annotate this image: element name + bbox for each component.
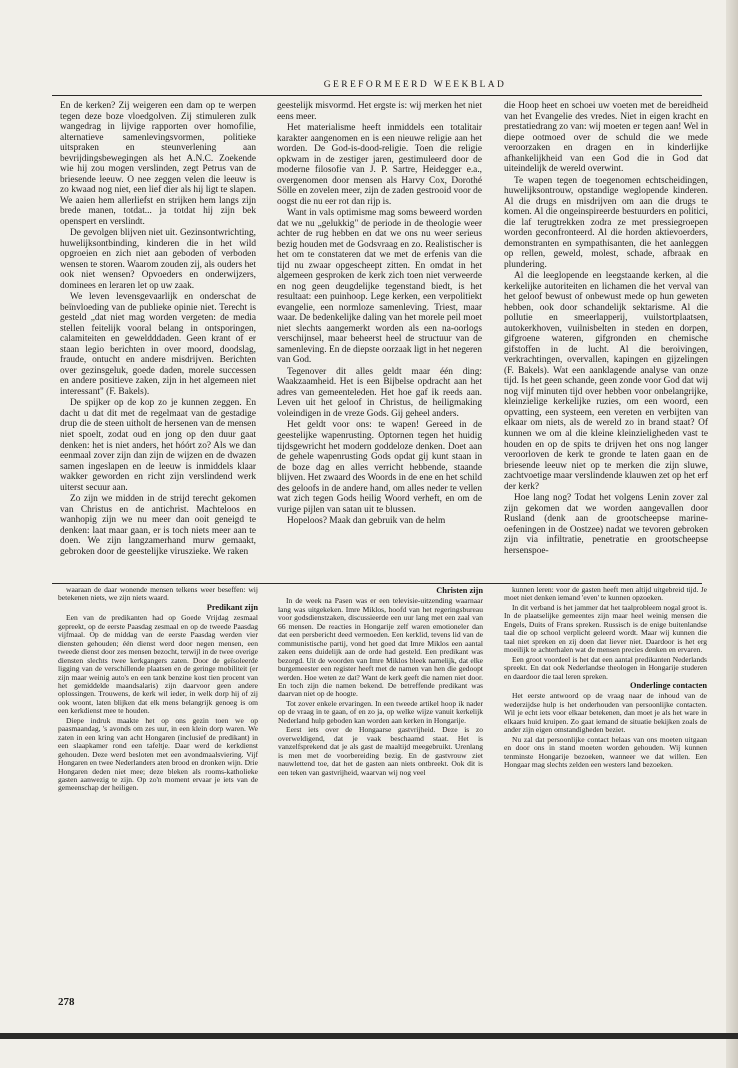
paragraph: Hoe lang nog? Todat het volgens Lenin zover zal zijn gekomen dat we worden aangevallen door Rusland (denk aan de grootscheepse marine-oefeningen in de Oostzee) nadat we tevoren gebroken zijn via infiltratie, penetratie en grootscheepse hersenspoe-	[504, 493, 708, 556]
lower-column-1	[58, 586, 258, 794]
paragraph: Want in vals optimisme mag soms beweerd worden dat we nu „gelukkig" de periode in de theologie weer achter de rug hebben en dat we ons nu weer serieus bezig houden met de Godsvraag en zo. Realistischer is het om te constateren dat we met de erfenis van die tijd nu zwaar opgescheept zitten. En omdat in het algemeen gesproken de kerk zich toen niet verweerde en nog geen deugdelijke tegenstand biedt, is het resultaat: een puinhoop. Lege kerken, een verpolitiekt evangelie, een normloze samenleving. Triest, maar waar. De bedenkelijke daling van het morele peil moet niet slechts aangemerkt worden als een na-oorlogs verschijnsel, maar beheerst heel de structuur van de samenleving. En de diepste oorzaak ligt in het negeren van God.	[277, 208, 482, 366]
paragraph: En de kerken? Zij weigeren een dam op te werpen tegen deze boze vloedgolven. Zij stimuleren zulk wangedrag in lijvige rapporten over homofilie, alternatieve samenlevingsvormen, politieke uitspraken en steunverlening aan bevrijdingsbewegingen als het A.N.C. Zoekende wie hij zou mogen verslinden, zegt Petrus van de briesende leeuw. O nee zeggen velen die leeuw is zo kwaad nog niet, een lief dier als hij ligt te slapen. We aaien hem allerliefst en strijken hem langs zijn brede manen, totdat... ja totdat hij zijn bek openspert en verslindt.	[60, 101, 256, 227]
paragraph: Een van de predikanten had op Goede Vrijdag zesmaal gepreekt, op de eerste Paasdag zesmaal en op de tweede Paasdag vijfmaal. Op de middag van de eerste Paasdag werden vier diensten gehouden; één dienst werd door negen mensen, een tweede dienst door zes mensen bezocht, terwijl in de twee overige diensten slechts twee kerkgangers zaten. Door de geïsoleerde ligging van de verschillende plaatsen en de geringe mobiliteit (er zijn maar weinig auto's en een tank benzine kost tien procent van het gemiddelde maandsalaris) zijn daarvoor geen andere oplossingen. Trouwens, de kerk wil ieder, in welk dorp hij of zij ook woont, laten blijken dat elk mens belangrijk genoeg is om een kerkdienst mee te houden.	[58, 613, 258, 716]
paragraph: In dit verband is het jammer dat het taalprobleem nogal groot is. In de plaatselijke gemeentes zijn maar heel weinig mensen die Engels, Duits of Frans spreken. Russisch is de enige buitenlandse taal die op school verplicht geleerd wordt. Maar wij kunnen die taal niet spreken en zij doen dat liever niet. Daardoor is het erg moeilijk te achterhalen wat de mensen precies denken en ervaren.	[504, 602, 707, 655]
binding-edge	[726, 0, 738, 1068]
paragraph: Het eerste antwoord op de vraag naar de inhoud van de wederzijdse hulp is het onderhouden van persoonlijke contacten. Wil je echt iets voor elkaar betekenen, dan moet je als het ware in elkaars huid kruipen. Zo gaat iemand de situatie bekijken zoals de ander zijn eigen omstandigheden beziet.	[504, 691, 707, 735]
paragraph: In de week na Pasen was er een televisie-uitzending waarnaar lang was uitgekeken. Imre Miklos, hoofd van het regeringsbureau voor godsdienstzaken, discussieerde een uur lang met een zaal van 66 mensen. De reacties in Hongarije zelf waren emotioneler dan dat een persbericht deed vermoeden. Een kerklid, tevens lid van de communistische partij, vond het goed dat Imre Miklos een aantal zaken eens duidelijk aan de orde had gesteld. Een predikant was bezorgd. Uit de woorden van Imre Miklos bleek namelijk, dat elke burgemeester een register heeft met de namen van hen die gedoopt werden. Hoe weten ze dat? Want de kerk geeft die namen niet door. En toch zijn die namen bekend. De betreffende predikant was daarvan niet op de hoogte.	[278, 596, 483, 699]
paragraph: Zo zijn we midden in de strijd terecht gekomen van Christus en de antichrist. Machteloos en wanhopig zijn we nu meer dan ooit geneigd te denken: laat maar gaan, er is toch niets meer aan te doen. We zijn langzamerhand murw gemaakt, gebroken door de geestelijke viruszieke. We raken	[60, 494, 256, 557]
paragraph: Eerst iets over de Hongaarse gastvrijheid. Deze is zo overweldigend, dat je vaak beschaamd staat. Het is vanzelfsprekend dat je als gast de maaltijd meegebruikt. Urenlang is men met de voorbereiding bezig. En de gastvrouw ziet nauwlettend toe, dat het de gasten aan niets ontbreekt. Ook dit is een teken van gastvrijheid, waarvan wij nog veel	[278, 725, 483, 777]
paragraph: Een groot voordeel is het dat een aantal predikanten Nederlands spreekt. En dat ook Nederlandse theologen in Hongarije studeren en daardoor die taal leren spreken.	[504, 654, 707, 681]
header-rule	[52, 95, 702, 96]
paragraph: Te wapen tegen de toegenomen echtscheidingen, huwelijksontrouw, opstandige weglopende kinderen. Al die drugs en misdrijven om aan die drugs te komen. Al die ongeinspireerde bestuurders en politici, die laf terugtrekken zodra ze met pressiegroepen worden geconfronteerd. Al die horden aktievoerders, demonstranten en sympathisanten, die het aanleggen op rellen, geweld, molest, schade, afbraak en plundering.	[504, 175, 708, 270]
paragraph: De spijker op de kop zo je kunnen zeggen. En dacht u dat dit met de regelmaat van de gestadige drup die de steen uitholt de hersenen van de mensen niet spoelt, zodat oud en jong op den duur gaat denken: het is niet anders, het hóórt zo? Als we dan eenmaal zover zijn dan zijn de wijzen en de dwazen samen ingeslapen en de leeuw is inmiddels klaar wakker geworden en richt zijn verslindend werk uiterst secuur aan.	[60, 398, 256, 493]
paragraph: Nu zal dat persoonlijke contact helaas van ons moeten uitgaan en door ons in stand moeten worden gehouden. Wij kunnen tenminste Hongarije bezoeken, wanneer we dat willen. Een Hongaar mag slechts zelden een westers land bezoeken.	[504, 734, 707, 770]
running-title: GEREFORMEERD WEEKBLAD	[323, 80, 507, 90]
scan-bottom-edge	[0, 1033, 738, 1039]
lower-column-3	[504, 586, 707, 771]
paragraph: Al die leeglopende en leegstaande kerken, al die kerkelijke autoriteiten en lichamen die het verval van het geloof bewust of onbewust mede op hun geweten hebben, ook door schandelijk sektarisme. Al die pollutie en smeerlapperij, vuilstortplaatsen, autokerkhoven, vuilnisbelten in steden en dorpen, gifgroene wateren, gifgronden en chemische gifstoffen in de lucht. Al die beroivingen, verkrachtingen, overvallen, kapingen en gijzelingen (F. Bakels). Wat een aanklagende analyse van onze tijd. Is het geen schande, geen zonde voor God dat wij nog vijf minuten tijd over hebben voor onbelangrijke, kleinzielige kerkelijke ruzies, om een woord, een opvatting, een systeem, een vereten en verbijten van elkaar om niets, als de wereld zo in brand staat? Of kunnen we om al die kleine kleinzieligheden vast te houden en op de spits te drijven het ons nog langer veroorloven de kerk te gronde te laten gaan en de briesende leeuw niet op te merken die zijn sluwe, zachtvoetige maar verslindende klauwen zet op het erf der kerk?	[504, 271, 708, 492]
subheading: Onderlinge contacten	[630, 680, 707, 690]
paragraph: die Hoop heet en schoei uw voeten met de bereidheid van het Evangelie des vredes. Niet in eigen kracht en prestatiedrang zo van: wij moeten er tegen aan! Wel in diepe ootmoed over de schuld die we mede veroorzaken en dragen en in kinderlijke afhankelijkheid van een God die in God dat uiteindelijk de wereld overwint.	[504, 101, 708, 175]
paragraph: geestelijk misvormd. Het ergste is: wij merken het niet eens meer.	[277, 101, 482, 122]
paragraph: De gevolgen blijven niet uit. Gezinsontwrichting, huwelijksontbinding, kinderen die in het wild opgroeien en zich niet aan geboden of verboden wensen te storen. Waarom zouden zij, als ouders het ook niet wensen? Opvoeders en onderwijzers, dominees en leraren let op uw zaak.	[60, 228, 256, 291]
paragraph: Tot zover enkele ervaringen. In een tweede artikel hoop ik nader op de vraag in te gaan, of en zo ja, op welke wijze vanuit kerkelijk Nederland hulp geboden kan worden aan kerken in Hongarije.	[278, 698, 483, 725]
lower-column-2	[278, 586, 483, 778]
main-column-2	[277, 101, 482, 528]
main-column-1	[60, 101, 256, 558]
page-number: 278	[58, 996, 75, 1008]
paragraph: waaraan de daar wonende mensen telkens weer beseffen: wij betekenen niets, we zijn niets waard.	[58, 585, 258, 603]
paragraph: Hopeloos? Maak dan gebruik van de helm	[287, 516, 446, 527]
paragraph: Het materialisme heeft inmiddels een totalitair karakter aangenomen en is een nieuwe religie aan het worden. De God-is-dood-religie. Toen die religie opkwam in de zestiger jaren, gestimuleerd door de moderne filosofie van J. P. Sartre, Heidegger e.a., overgenomen door mensen als Harvy Cox, Dorothé Sölle en zovelen meer, zijn de zaden gestrooid voor de oogst die nu eer rot dan rijp is.	[277, 123, 482, 207]
paragraph: Diepe indruk maakte het op ons gezin toen we op paasmaandag, 's avonds om zes uur, in een klein dorp waren. We zaten in een kring van acht Hongaren (inclusief de predikant) in een slaapkamer rond een tafeltje. Daar werd de kerkdienst gehouden. Deze werd besloten met een avondmaalsviering. Vijf Hongaren en twee Nederlanders aten brood en dronken wijn. Drie Hongaren deden niet mee; deze bleken als rooms-katholieke gasten aanwezig te zijn. Op zo'n moment ervaar je iets van de gemeenschap der heiligen.	[58, 715, 258, 793]
paragraph: Tegenover dit alles geldt maar één ding: Waakzaamheid. Het is een Bijbelse opdracht aan het adres van gemeenteleden. Het hoe gaf ik reeds aan. Leven uit het geloof in Christus, de heiligmaking voleindigen in de vreze Gods. Gij geheel anders.	[277, 366, 482, 419]
paragraph: We leven levensgevaarlijk en onderschat de beïnvloeding van de publieke opinie niet. Terecht is gesteld „dat niet mag worden vergeten: de media stellen feitelijk vooral belang in ontsporingen, calamiteiten en geweldddaden. Geen krant of er staan legio berichten in over moord, doodslag, fraude, ontucht en andere misdrijven. Berichten over gezinsgeluk, goede daden, morele successen en andere positieve zaken, zijn in het algemeen niet interessant" (F. Bakels).	[60, 292, 256, 397]
section-rule	[52, 583, 702, 584]
subheading: Predikant zijn	[206, 602, 258, 612]
paragraph: kunnen leren: voor de gasten heeft men altijd uitgebreid tijd. Je moet niet denken iemand 'even' te kunnen opzoeken.	[504, 585, 707, 603]
paragraph: Het geldt voor ons: te wapen! Gereed in de geestelijke wapenrusting. Optornen tegen het huidig tijdsgewricht het modern goddeloze denken. Doet aan de gehele wapenrusting Gods opdat gij kunt staan in de boze dag en alles verricht hebbende, staande blijven. Het zwaard des Woords in de ene en het schild des geloofs in de andere hand, om alles neder te vellen wat zich tegen Gods heilig Woord verheft, en om de vurige pijlen van satan uit te blussen.	[277, 420, 482, 515]
main-column-3	[504, 101, 708, 557]
subheading: Christen zijn	[436, 586, 483, 595]
